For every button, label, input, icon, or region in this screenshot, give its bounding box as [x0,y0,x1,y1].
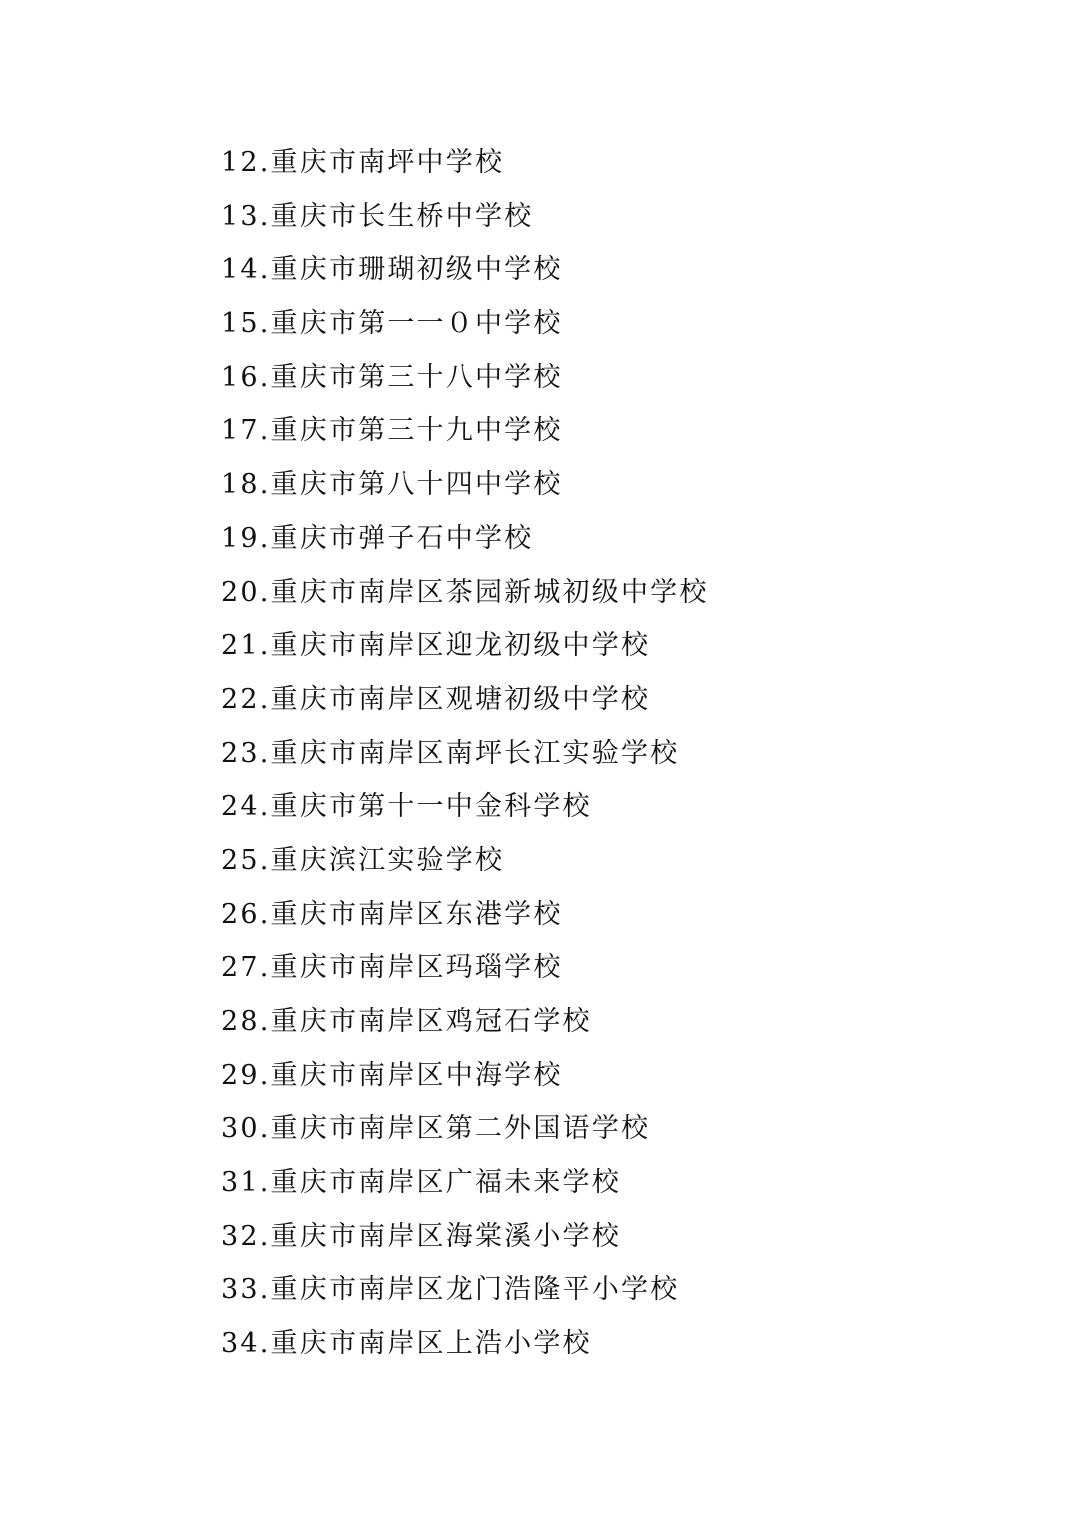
school-list-item: 17.重庆市第三十九中学校 [221,415,563,447]
school-list-item: 32.重庆市南岸区海棠溪小学校 [221,1220,621,1252]
school-list [221,136,709,1371]
school-list-item: 18.重庆市第八十四中学校 [221,469,563,501]
school-list-item: 14.重庆市珊瑚初级中学校 [221,254,563,286]
school-list-item: 28.重庆市南岸区鸡冠石学校 [221,1006,592,1037]
school-list-item: 24.重庆市第十一中金科学校 [221,791,592,823]
school-list-item: 25.重庆滨江实验学校 [221,844,505,876]
school-list-item: 20.重庆市南岸区茶园新城初级中学校 [221,576,709,608]
school-list-item: 26.重庆市南岸区东港学校 [221,898,563,930]
school-list-item: 23.重庆市南岸区南坪长江实验学校 [221,737,680,769]
school-list-item: 34.重庆市南岸区上浩小学校 [221,1328,592,1360]
school-list-item: 29.重庆市南岸区中海学校 [221,1059,563,1091]
school-list-item: 15.重庆市第一一０中学校 [221,308,563,340]
school-list-item: 19.重庆市弹子石中学校 [221,522,534,554]
school-list-item: 12.重庆市南坪中学校 [221,147,505,178]
school-list-item: 30.重庆市南岸区第二外国语学校 [221,1113,651,1145]
school-list-item: 22.重庆市南岸区观塘初级中学校 [221,683,651,715]
school-list-item: 13.重庆市长生桥中学校 [221,200,534,232]
school-list-item: 16.重庆市第三十八中学校 [221,361,563,393]
school-list-item: 31.重庆市南岸区广福未来学校 [221,1167,621,1199]
school-list-item: 27.重庆市南岸区玛瑙学校 [221,952,563,984]
school-list-item: 21.重庆市南岸区迎龙初级中学校 [221,630,651,662]
school-list-item: 33.重庆市南岸区龙门浩隆平小学校 [221,1274,680,1306]
